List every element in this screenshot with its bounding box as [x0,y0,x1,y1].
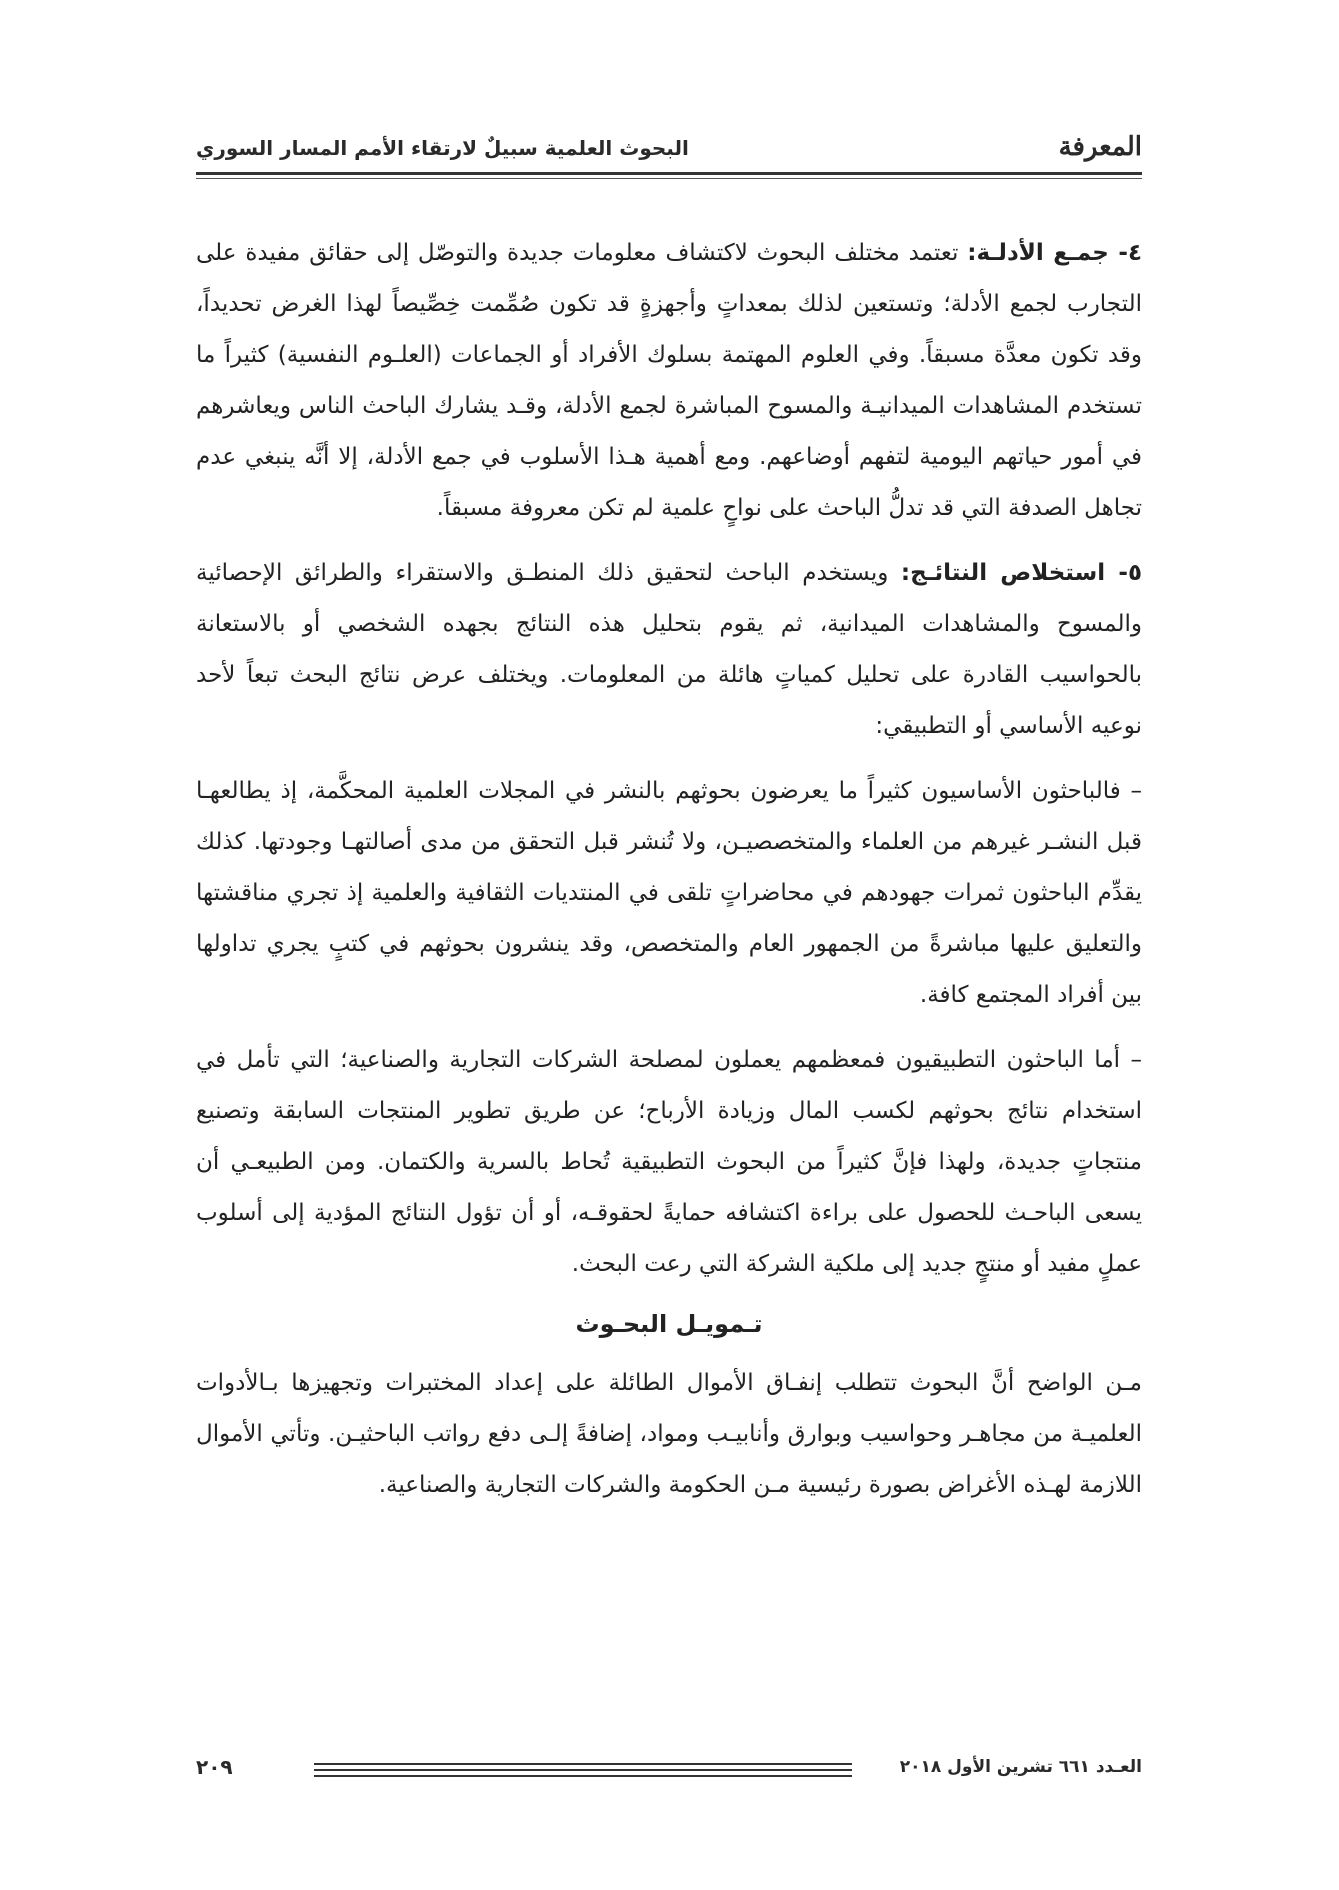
page-footer [196,1753,1142,1793]
paragraph-text: ويستخدم الباحث لتحقيق ذلك المنطـق والاستقراء والطرائق الإحصائية والمسوح والمشاهدات الميدانية، ثم يقوم بتحليل هذه النتائج بجهده الشخصي أو بالاستعانة بالحواسيب القادرة على تحليل كمياتٍ هائلة من المعلومات. ويختلف عرض نتائج البحث تبعاً لأحد نوعيه الأساسي أو التطبيقي: [196,560,1142,739]
paragraph-basic-researchers [196,766,1142,1021]
page-header [196,128,1142,178]
paragraph-results [196,548,1142,752]
header-rule-thin [196,178,1142,179]
running-title: البحوث العلمية سبيلٌ لارتقاء الأمم المسار السوري [196,136,689,160]
paragraph-text: – أما الباحثون التطبيقيون فمعظمهم يعملون لمصلحة الشركات التجارية والصناعية؛ التي تأمل في استخدام نتائج بحوثهم لكسب المال وزيادة الأرباح؛ عن طريق تطوير المنتجات السابقة وتصنيع منتجاتٍ جديدة، ولهذا فإنَّ كثيراً من البحوث التطبيقية تُحاط بالسرية والكتمان. ومن الطبيعـي أن يسعى الباحـث للحصول على براءة اكتشافه حمايةً لحقوقـه، أو أن تؤول النتائج المؤدية إلى أسلوب عملٍ مفيد أو منتجٍ جديد إلى ملكية الشركة التي رعت البحث. [196,1047,1142,1277]
section-heading: تـمويـل البحـوث [575,1310,763,1338]
paragraph-lead: ٥- استخلاص النتائـج: [900,560,1142,586]
paragraph-text: مـن الواضح أنَّ البحوث تتطلب إنفـاق الأموال الطائلة على إعداد المختبرات وتجهيزها بـالأدوات العلميـة من مجاهـر وحواسيب وبوارق وأنابيـب ومواد، إضافةً إلـى دفع رواتب الباحثيـن. وتأتي الأموال اللازمة لهـذه الأغراض بصورة رئيسية مـن الحكومة والشركات التجارية والصناعية. [196,1370,1142,1498]
paragraph-lead: ٤- جمـع الأدلـة: [967,240,1143,266]
article-body [196,228,1142,1525]
paragraph-text: تعتمد مختلف البحوث لاكتشاف معلومات جديدة والتوصّل إلى حقائق مفيدة على التجارب لجمع الأدلة؛ وتستعين لذلك بمعداتٍ وأجهزةٍ قد تكون صُمِّمت خِصِّيصاً لهذا الغرض تحديداً، وقد تكون معدَّة مسبقاً. وفي العلوم المهتمة بسلوك الأفراد أو الجماعات (العلـوم النفسية) كثيراً ما تستخدم المشاهدات الميدانيـة والمسوح المباشرة لجمع الأدلة، وقـد يشارك الباحث الناس ويعاشرهم في أمور حياتهم اليومية لتفهم أوضاعهم. ومع أهمية هـذا الأسلوب في جمع الأدلة، إلا أنَّه ينبغي عدم تجاهل الصدفة التي قد تدلُّ الباحث على نواحٍ علمية لم تكن معروفة مسبقاً. [196,240,1142,521]
journal-logo: المعرفة [1058,132,1142,162]
header-rule [196,172,1142,175]
issue-info: العـدد ٦٦١ تشرين الأول ٢٠١٨ [899,1757,1142,1777]
paragraph-applied-researchers [196,1035,1142,1290]
paragraph-evidence [196,228,1142,534]
paragraph-text: – فالباحثون الأساسيون كثيراً ما يعرضون بحوثهم بالنشر في المجلات العلمية المحكَّمة، إذ يطالعهـا قبل النشـر غيرهم من العلماء والمتخصصيـن، ولا تُنشر قبل التحقق من مدى أصالتهـا وجودتها. كذلك يقدِّم الباحثون ثمرات جهودهم في محاضراتٍ تلقى في المنتديات الثقافية والعلمية إذ تجري مناقشتها والتعليق عليها مباشرةً من الجمهور العام والمتخصص، وقد ينشرون بحوثهم في كتبٍ يجري تداولها بين أفراد المجتمع كافة. [196,778,1142,1008]
footer-rule [314,1763,852,1781]
paragraph-funding [196,1358,1142,1511]
page-number: ٢٠٩ [196,1755,233,1779]
